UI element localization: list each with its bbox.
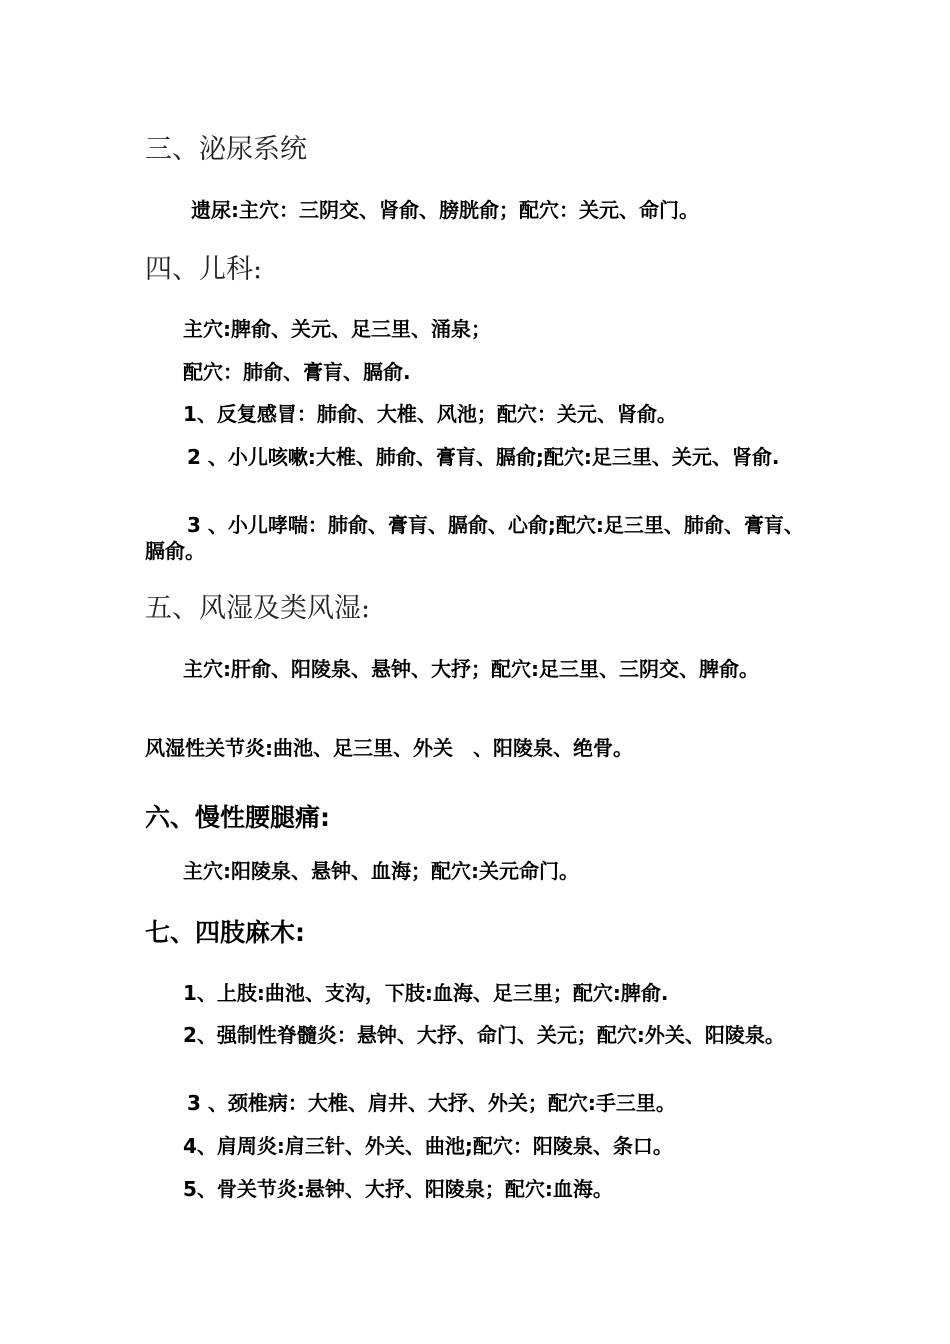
text-line: 主穴:阳陵泉、悬钟、血海；配穴:关元命门。	[183, 859, 579, 883]
text-line: 1、上肢:曲池、支沟，下肢:血海、足三里；配穴:脾俞.	[183, 981, 669, 1005]
text-line: 遗尿:主穴：三阴交、肾俞、膀胱俞；配穴：关元、命门。	[191, 198, 699, 222]
text-line: 1、反复感冒：肺俞、大椎、风池；配穴：关元、肾俞。	[183, 402, 677, 426]
section-heading-urinary: 三、泌尿系统	[145, 134, 307, 165]
text-line: 4、肩周炎:肩三针、外关、曲池;配穴：阳陵泉、条口。	[183, 1134, 673, 1158]
section-heading-rheumatism: 五、风湿及类风湿:	[145, 593, 371, 624]
text-line: 主穴:肝俞、阳陵泉、悬钟、大抒；配穴:足三里、三阴交、脾俞。	[183, 657, 759, 681]
section-heading-pediatrics: 四、儿科:	[145, 254, 263, 285]
section-heading-limb-numbness: 七、四肢麻木:	[145, 918, 305, 947]
text-line: 5、骨关节炎:悬钟、大抒、阳陵泉；配穴:血海。	[183, 1177, 613, 1201]
text-line: 3 、小儿哮喘：肺俞、膏肓、膈俞、心俞;配穴:足三里、肺俞、膏肓、膈俞。	[145, 513, 804, 563]
section-heading-back-pain: 六、慢性腰腿痛:	[145, 803, 330, 832]
text-line: 主穴:脾俞、关元、足三里、涌泉；	[183, 317, 491, 341]
text-line: 风湿性关节炎:曲池、足三里、外关 、阳陵泉、绝骨。	[145, 736, 633, 760]
text-line: 2 、小儿咳嗽:大椎、肺俞、膏肓、膈俞;配穴:足三里、关元、肾俞.	[187, 445, 780, 469]
text-line: 配穴：肺俞、膏肓、膈俞.	[183, 360, 411, 384]
text-line: 2、强制性脊髓炎：悬钟、大抒、命门、关元；配穴:外关、阳陵泉。	[183, 1023, 785, 1047]
text-line: 3 、颈椎病：大椎、肩井、大抒、外关；配穴:手三里。	[187, 1091, 676, 1115]
